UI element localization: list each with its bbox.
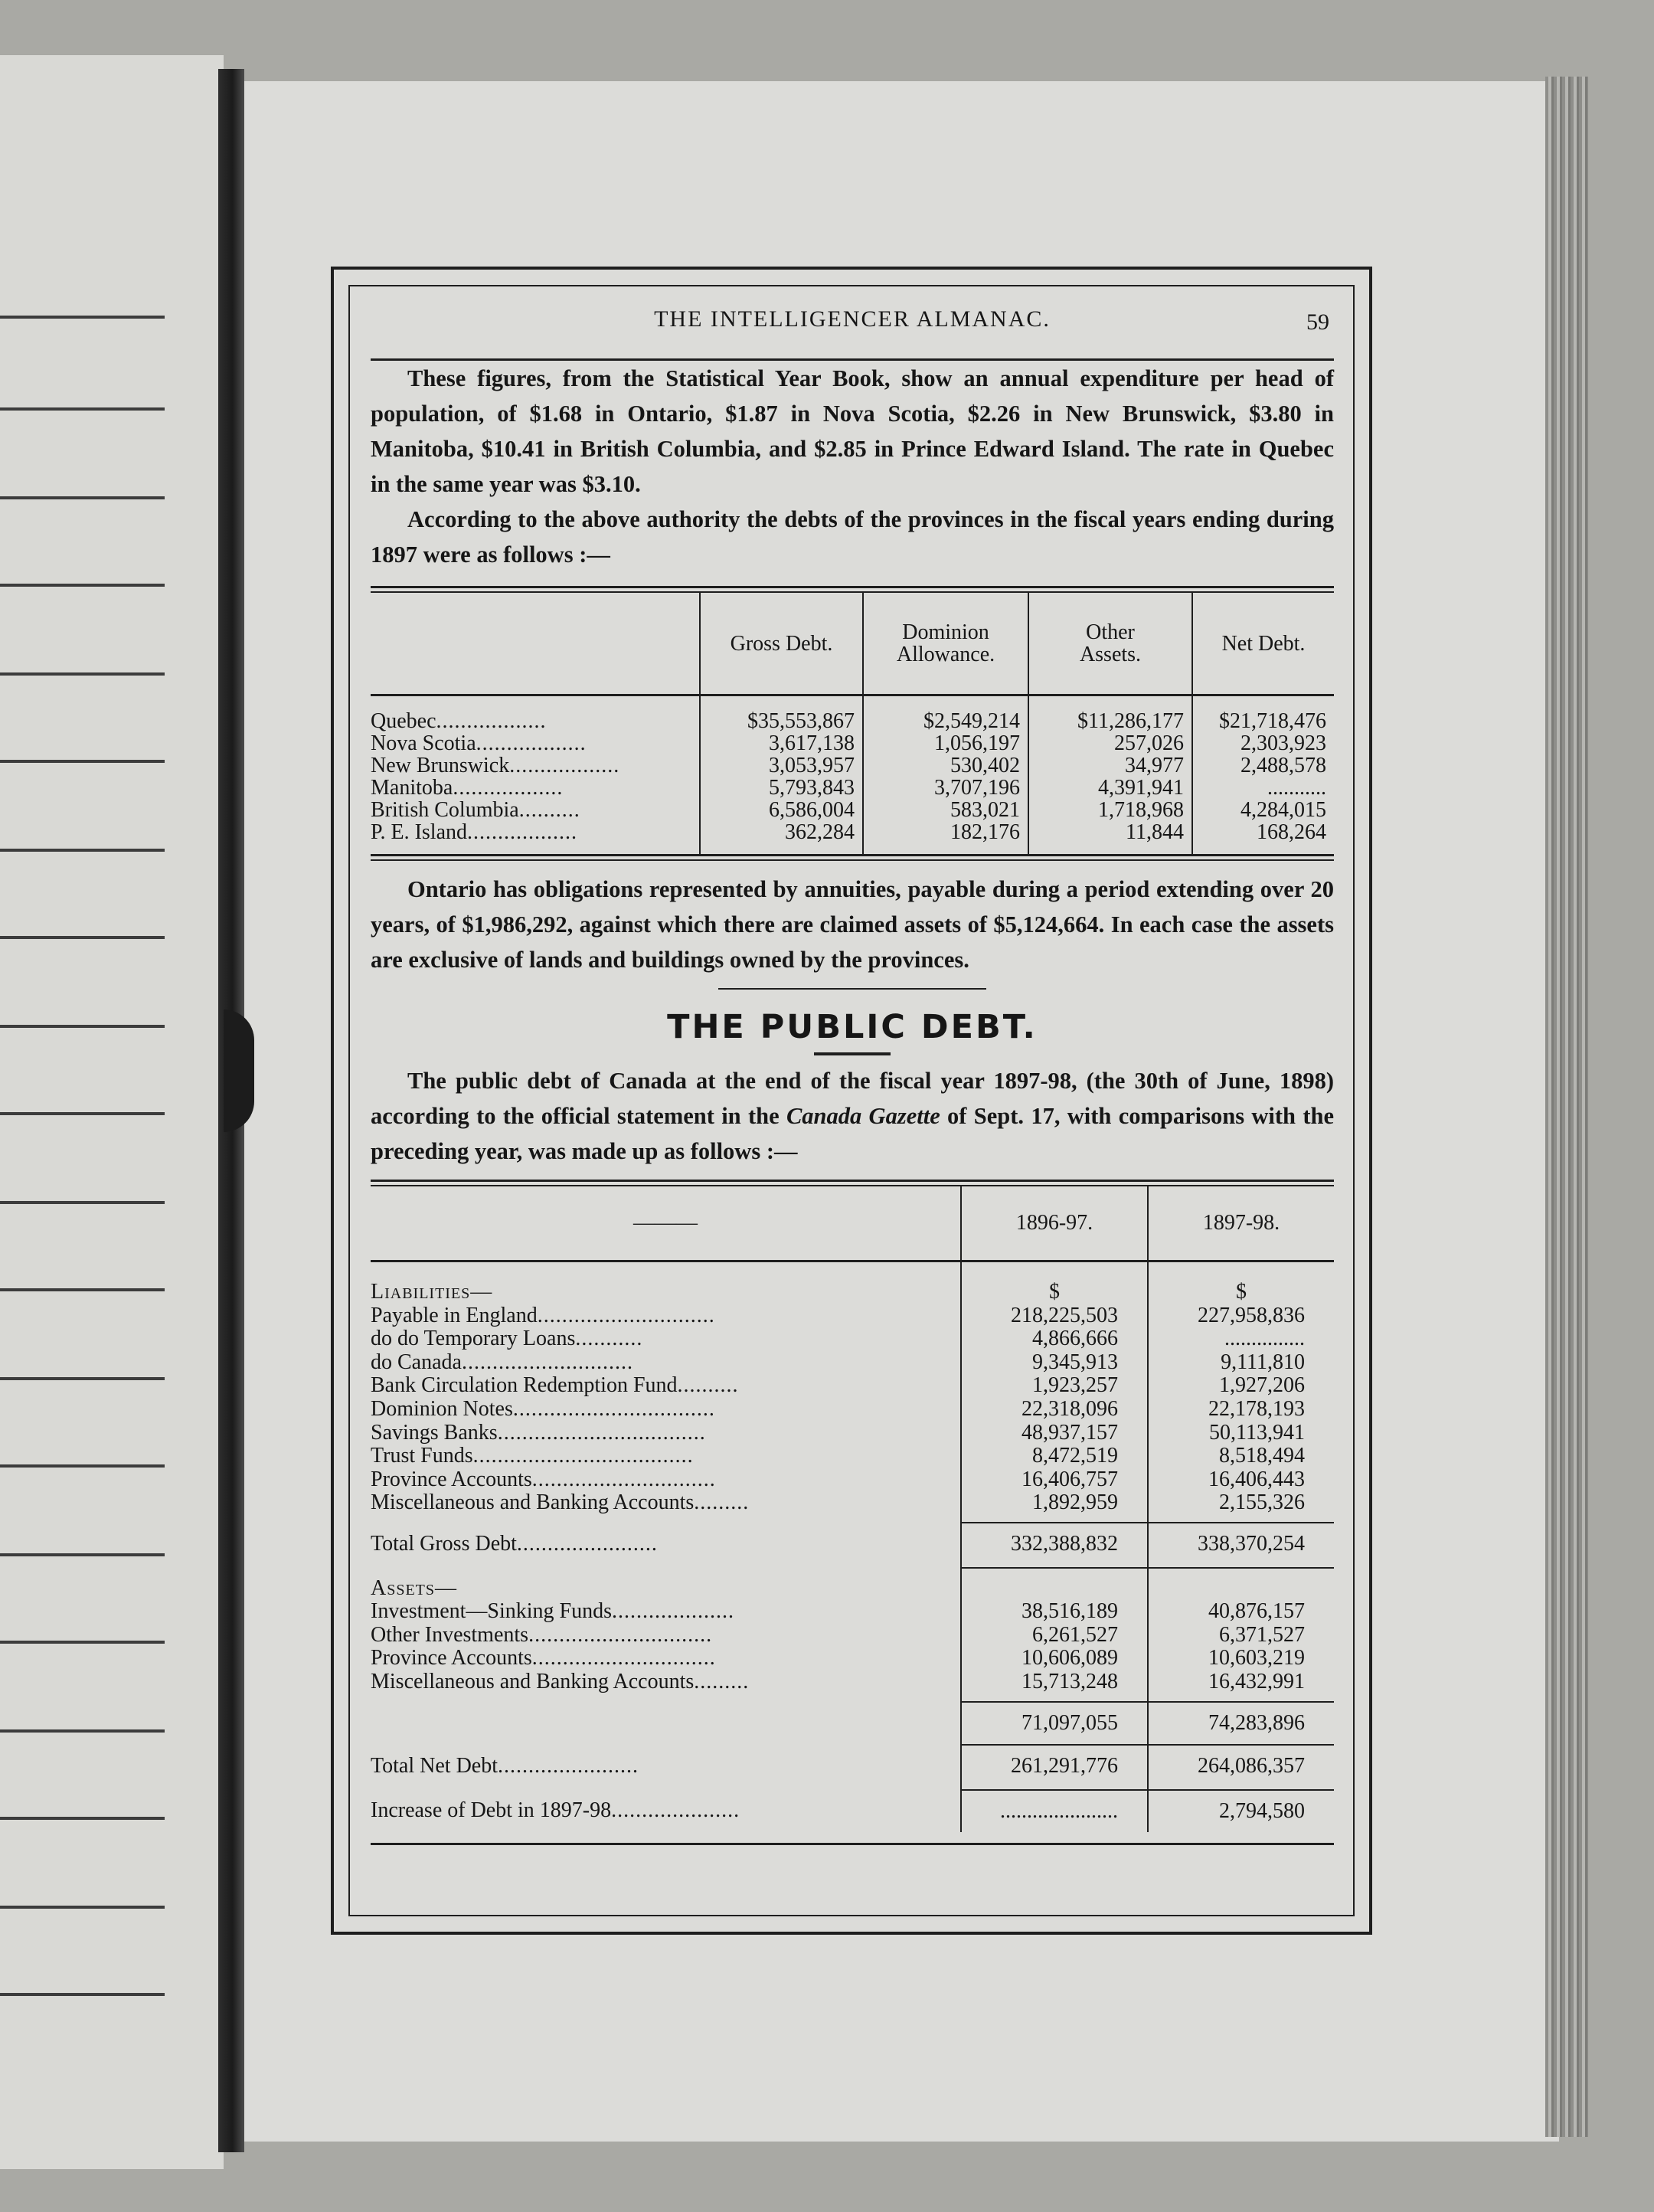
item-text: Province Accounts bbox=[371, 1468, 532, 1491]
leader-dots: .................................... bbox=[472, 1445, 694, 1468]
asset-row bbox=[371, 1624, 1334, 1648]
province-name: Nova Scotia bbox=[371, 732, 476, 754]
ruled-line bbox=[0, 407, 165, 411]
leader-dots: ......... bbox=[694, 1670, 750, 1693]
value-1896-97: 332,388,832 bbox=[961, 1523, 1148, 1568]
province-cell bbox=[371, 799, 700, 821]
province-name: New Brunswick bbox=[371, 754, 510, 777]
total-net-row bbox=[371, 1745, 1334, 1790]
value-1897-98: 6,371,527 bbox=[1148, 1624, 1334, 1648]
item-text: Other Investments bbox=[371, 1623, 529, 1647]
net-debt-cell: ........... bbox=[1192, 777, 1334, 799]
assets-cell: 4,391,941 bbox=[1028, 777, 1192, 799]
value-1897-98: 40,876,157 bbox=[1148, 1600, 1334, 1624]
value-1896-97: 1,923,257 bbox=[961, 1374, 1148, 1398]
spacer bbox=[961, 1261, 1148, 1281]
gross-debt-cell: 5,793,843 bbox=[700, 777, 863, 799]
leader-dots: ....................... bbox=[498, 1754, 639, 1778]
year-1896-97-header: 1896-97. bbox=[961, 1186, 1148, 1261]
leader-dots: .......... bbox=[518, 799, 580, 821]
canada-gazette: Canada Gazette bbox=[786, 1103, 940, 1129]
table-top-rule bbox=[371, 586, 1334, 593]
line-item-label bbox=[371, 1327, 961, 1351]
gross-debt-cell: 3,053,957 bbox=[700, 754, 863, 777]
gross-debt-cell: 3,617,138 bbox=[700, 732, 863, 754]
line-item-label bbox=[371, 1351, 961, 1375]
value-1897-98: 2,155,326 bbox=[1148, 1491, 1334, 1515]
public-table-top-rule bbox=[371, 1180, 1334, 1186]
province-name: Quebec bbox=[371, 709, 436, 732]
value-1896-97: 38,516,189 bbox=[961, 1600, 1148, 1624]
value-1896-97: 6,261,527 bbox=[961, 1624, 1148, 1648]
allowance-cell: 1,056,197 bbox=[863, 732, 1028, 754]
province-name: P. E. Island bbox=[371, 821, 467, 844]
province-cell bbox=[371, 695, 700, 733]
value-1897-98: 50,113,941 bbox=[1148, 1422, 1334, 1445]
value-1896-97: 16,406,757 bbox=[961, 1468, 1148, 1492]
province-name: British Columbia bbox=[371, 799, 519, 821]
net-debt-cell: 2,488,578 bbox=[1192, 754, 1334, 777]
item-text: Total Gross Debt bbox=[371, 1531, 517, 1556]
ruled-line bbox=[0, 1025, 165, 1028]
value-1896-97: 9,345,913 bbox=[961, 1351, 1148, 1375]
value-1896-97: 4,866,666 bbox=[961, 1327, 1148, 1351]
leader-dots: .................. bbox=[467, 821, 577, 844]
gross-debt-cell: 362,284 bbox=[700, 821, 863, 854]
liability-row bbox=[371, 1422, 1334, 1445]
liability-row bbox=[371, 1398, 1334, 1422]
province-cell bbox=[371, 777, 700, 799]
value-1897-98: 16,406,443 bbox=[1148, 1468, 1334, 1492]
ruled-line bbox=[0, 1729, 165, 1733]
ruled-line bbox=[0, 1112, 165, 1115]
ruled-line bbox=[0, 1641, 165, 1644]
value-1896-97: 218,225,503 bbox=[961, 1304, 1148, 1328]
liability-row bbox=[371, 1491, 1334, 1515]
leader-dots: .................. bbox=[436, 709, 547, 732]
value-1897-98: 9,111,810 bbox=[1148, 1351, 1334, 1375]
table-row bbox=[371, 732, 1334, 754]
leader-dots: .............................. bbox=[531, 1468, 716, 1491]
value-1896-97: 10,606,089 bbox=[961, 1647, 1148, 1670]
value-1896-97: 22,318,096 bbox=[961, 1398, 1148, 1422]
gross-debt-cell: 6,586,004 bbox=[700, 799, 863, 821]
spacer-row bbox=[371, 1694, 1334, 1702]
value-1897-98: 338,370,254 bbox=[1148, 1523, 1334, 1568]
value-1896-97: 8,472,519 bbox=[961, 1445, 1148, 1468]
page-edge bbox=[1545, 77, 1588, 2137]
spacer-row bbox=[371, 1261, 1334, 1281]
liability-row bbox=[371, 1304, 1334, 1328]
year-1897-98-header: 1897-98. bbox=[1148, 1186, 1334, 1261]
item-text: do Canada bbox=[371, 1350, 462, 1374]
currency-sign: $ bbox=[1148, 1281, 1334, 1304]
ontario-paragraph: Ontario has obligations represented by annuities, payable during a period extending over 20 years, of $1,986,292, against which there are claimed assets of $5,124,664. In each case the assets are exclusive of lands and buildings owned by the provinces. bbox=[371, 876, 1334, 973]
value-1897-98: 16,432,991 bbox=[1148, 1670, 1334, 1694]
value-1896-97: 1,892,959 bbox=[961, 1491, 1148, 1515]
asset-row bbox=[371, 1670, 1334, 1694]
leader-dots: ......... bbox=[694, 1491, 750, 1515]
assets-heading-row bbox=[371, 1568, 1334, 1601]
value-1897-98: 1,927,206 bbox=[1148, 1374, 1334, 1398]
leader-dots: .................... bbox=[612, 1600, 735, 1624]
liability-row bbox=[371, 1351, 1334, 1375]
ruled-line bbox=[0, 936, 165, 939]
net-debt-cell: 168,264 bbox=[1192, 821, 1334, 854]
expenditure-paragraph: These figures, from the Statistical Year Book, show an annual expenditure per head of population, of $1.68 in Ontario, $1.87 in Nova Scotia, $2.26 in New Brunswick, $3.80 in Manitoba, $10.41 in British Columbia, and $2.85 in Prince Edward Island. The rate in Quebec in the same year was $3.10. bbox=[371, 365, 1334, 497]
spacer bbox=[371, 1515, 961, 1523]
province-cell bbox=[371, 754, 700, 777]
binding-clip bbox=[224, 1009, 254, 1132]
assets-cell: 34,977 bbox=[1028, 754, 1192, 777]
ruled-line bbox=[0, 1201, 165, 1204]
table-row bbox=[371, 754, 1334, 777]
allowance-cell: 530,402 bbox=[863, 754, 1028, 777]
value-1897-98: 8,518,494 bbox=[1148, 1445, 1334, 1468]
item-text: Investment—Sinking Funds bbox=[371, 1600, 613, 1624]
item-text: do do Temporary Loans bbox=[371, 1327, 576, 1351]
total-gross-row bbox=[371, 1523, 1334, 1568]
item-text: Savings Banks bbox=[371, 1421, 498, 1445]
line-item-label bbox=[371, 1374, 961, 1398]
spacer bbox=[371, 1702, 961, 1746]
table-row bbox=[371, 777, 1334, 799]
label-header-dash: ——— bbox=[371, 1186, 961, 1261]
province-name: Manitoba bbox=[371, 777, 453, 799]
assets-total-row bbox=[371, 1702, 1334, 1746]
item-text: Increase of Debt in 1897-98 bbox=[371, 1798, 612, 1823]
currency-sign: $ bbox=[961, 1281, 1148, 1304]
line-item-label bbox=[371, 1523, 961, 1568]
public-debt-table bbox=[371, 1186, 1334, 1832]
liabilities-heading-row bbox=[371, 1281, 1334, 1304]
item-text: Bank Circulation Redemption Fund bbox=[371, 1374, 678, 1398]
ruled-line bbox=[0, 1553, 165, 1556]
line-item-label bbox=[371, 1624, 961, 1648]
assets-cell: 257,026 bbox=[1028, 732, 1192, 754]
ruled-line bbox=[0, 760, 165, 763]
line-item-label bbox=[371, 1647, 961, 1670]
left-page-fragment bbox=[0, 55, 224, 2169]
spacer bbox=[961, 1568, 1148, 1601]
provincial-debts-table bbox=[371, 593, 1334, 854]
liability-row bbox=[371, 1468, 1334, 1492]
running-title: THE INTELLIGENCER ALMANAC. bbox=[654, 306, 1051, 332]
running-header bbox=[371, 288, 1334, 361]
line-item-label bbox=[371, 1304, 961, 1328]
line-item-label bbox=[371, 1745, 961, 1790]
ruled-line bbox=[0, 1288, 165, 1291]
line-item-label bbox=[371, 1468, 961, 1492]
ruled-line bbox=[0, 849, 165, 852]
spacer bbox=[371, 1694, 961, 1702]
leader-dots: .................. bbox=[476, 732, 587, 754]
item-text: Dominion Notes bbox=[371, 1397, 513, 1421]
leader-dots: ................................. bbox=[512, 1397, 715, 1421]
line-item-label bbox=[371, 1790, 961, 1833]
spacer bbox=[961, 1515, 1148, 1523]
leader-dots: .................. bbox=[453, 777, 564, 799]
spacer bbox=[961, 1694, 1148, 1702]
assets-cell: 1,718,968 bbox=[1028, 799, 1192, 821]
liability-row bbox=[371, 1327, 1334, 1351]
item-text: Province Accounts bbox=[371, 1647, 532, 1670]
asset-row bbox=[371, 1647, 1334, 1670]
spacer bbox=[1148, 1515, 1334, 1523]
table-bottom-rule bbox=[371, 854, 1334, 861]
public-debt-title: THE PUBLIC DEBT. bbox=[667, 1008, 1038, 1046]
value-1897-98: 264,086,357 bbox=[1148, 1745, 1334, 1790]
value-1897-98: 2,794,580 bbox=[1148, 1790, 1334, 1833]
ruled-line bbox=[0, 1377, 165, 1380]
ruled-line bbox=[0, 1817, 165, 1820]
value-1897-98: 10,603,219 bbox=[1148, 1647, 1334, 1670]
value-1897-98: 227,958,836 bbox=[1148, 1304, 1334, 1328]
item-text: Miscellaneous and Banking Accounts bbox=[371, 1670, 695, 1693]
leader-dots: ..................... bbox=[611, 1798, 740, 1823]
item-text: Miscellaneous and Banking Accounts bbox=[371, 1491, 695, 1515]
section-divider bbox=[718, 988, 986, 990]
asset-row bbox=[371, 1600, 1334, 1624]
value-1896-97: ...................... bbox=[961, 1790, 1148, 1833]
leader-dots: .................................. bbox=[497, 1421, 706, 1445]
net-debt-cell: $21,718,476 bbox=[1192, 695, 1334, 733]
net-debt-cell: 2,303,923 bbox=[1192, 732, 1334, 754]
ruled-line bbox=[0, 672, 165, 676]
allowance-cell: 3,707,196 bbox=[863, 777, 1028, 799]
table-row bbox=[371, 695, 1334, 733]
intro-text: The public debt of Canada at the end of the fiscal year 1897-98, (the 30th of June, 1898) according to the official statement in the bbox=[371, 1068, 1334, 1129]
ruled-line bbox=[0, 1464, 165, 1468]
assets-heading: Assets— bbox=[371, 1576, 458, 1600]
ruled-line bbox=[0, 584, 165, 587]
intro-text-end: of Sept. 17, with comparisons with the preceding year, was made up as follows :— bbox=[371, 1103, 1334, 1164]
ruled-line bbox=[0, 1906, 165, 1909]
spacer-row bbox=[371, 1515, 1334, 1523]
line-item-label bbox=[371, 1600, 961, 1624]
allowance-cell: 182,176 bbox=[863, 821, 1028, 854]
line-item-label bbox=[371, 1445, 961, 1468]
allowance-cell: 583,021 bbox=[863, 799, 1028, 821]
other-assets-header: Other Assets. bbox=[1028, 593, 1192, 695]
value-1897-98: 74,283,896 bbox=[1148, 1702, 1334, 1746]
increase-row bbox=[371, 1790, 1334, 1833]
leader-dots: ....................... bbox=[516, 1531, 658, 1556]
leader-dots: ............................ bbox=[461, 1350, 633, 1374]
leader-dots: ........... bbox=[575, 1327, 643, 1351]
spacer bbox=[371, 1261, 961, 1281]
item-text: Payable in England bbox=[371, 1304, 538, 1327]
public-debt-intro bbox=[371, 1063, 1334, 1169]
ruled-line bbox=[0, 1993, 165, 1996]
gross-debt-cell: $35,553,867 bbox=[700, 695, 863, 733]
spacer bbox=[1148, 1568, 1334, 1601]
item-text: Trust Funds bbox=[371, 1445, 473, 1468]
value-1896-97: 15,713,248 bbox=[961, 1670, 1148, 1694]
value-1896-97: 48,937,157 bbox=[961, 1422, 1148, 1445]
leader-dots: .................. bbox=[509, 754, 620, 777]
ruled-line bbox=[0, 496, 165, 499]
assets-cell: $11,286,177 bbox=[1028, 695, 1192, 733]
table-row bbox=[371, 799, 1334, 821]
spacer bbox=[1148, 1261, 1334, 1281]
dominion-allowance-header: Dominion Allowance. bbox=[863, 593, 1028, 695]
table-row bbox=[371, 821, 1334, 854]
ruled-line bbox=[0, 316, 165, 319]
leader-dots: .............................. bbox=[531, 1647, 716, 1670]
value-1897-98: ............... bbox=[1148, 1327, 1334, 1351]
gross-debt-header: Gross Debt. bbox=[700, 593, 863, 695]
liability-row bbox=[371, 1445, 1334, 1468]
page-content bbox=[371, 288, 1334, 1845]
spacer bbox=[1148, 1694, 1334, 1702]
net-debt-header: Net Debt. bbox=[1192, 593, 1334, 695]
page-number: 59 bbox=[1306, 309, 1329, 335]
province-header bbox=[371, 593, 700, 695]
value-1896-97: 71,097,055 bbox=[961, 1702, 1148, 1746]
liability-row bbox=[371, 1374, 1334, 1398]
line-item-label bbox=[371, 1398, 961, 1422]
leader-dots: .............................. bbox=[528, 1623, 713, 1647]
line-item-label bbox=[371, 1670, 961, 1694]
province-cell bbox=[371, 732, 700, 754]
leader-dots: .......... bbox=[677, 1374, 739, 1398]
line-item-label bbox=[371, 1491, 961, 1515]
leader-dots: ............................. bbox=[537, 1304, 715, 1327]
item-text: Total Net Debt bbox=[371, 1754, 498, 1778]
title-underline bbox=[814, 1052, 891, 1055]
public-table-bottom-rule bbox=[371, 1843, 1334, 1845]
value-1896-97: 261,291,776 bbox=[961, 1745, 1148, 1790]
allowance-cell: $2,549,214 bbox=[863, 695, 1028, 733]
assets-cell: 11,844 bbox=[1028, 821, 1192, 854]
net-debt-cell: 4,284,015 bbox=[1192, 799, 1334, 821]
province-cell bbox=[371, 821, 700, 854]
liabilities-heading: Liabilities— bbox=[371, 1280, 493, 1304]
line-item-label bbox=[371, 1422, 961, 1445]
provinces-intro-paragraph: According to the above authority the debts of the provinces in the fiscal years ending during 1897 were as follows :— bbox=[371, 506, 1334, 568]
value-1897-98: 22,178,193 bbox=[1148, 1398, 1334, 1422]
